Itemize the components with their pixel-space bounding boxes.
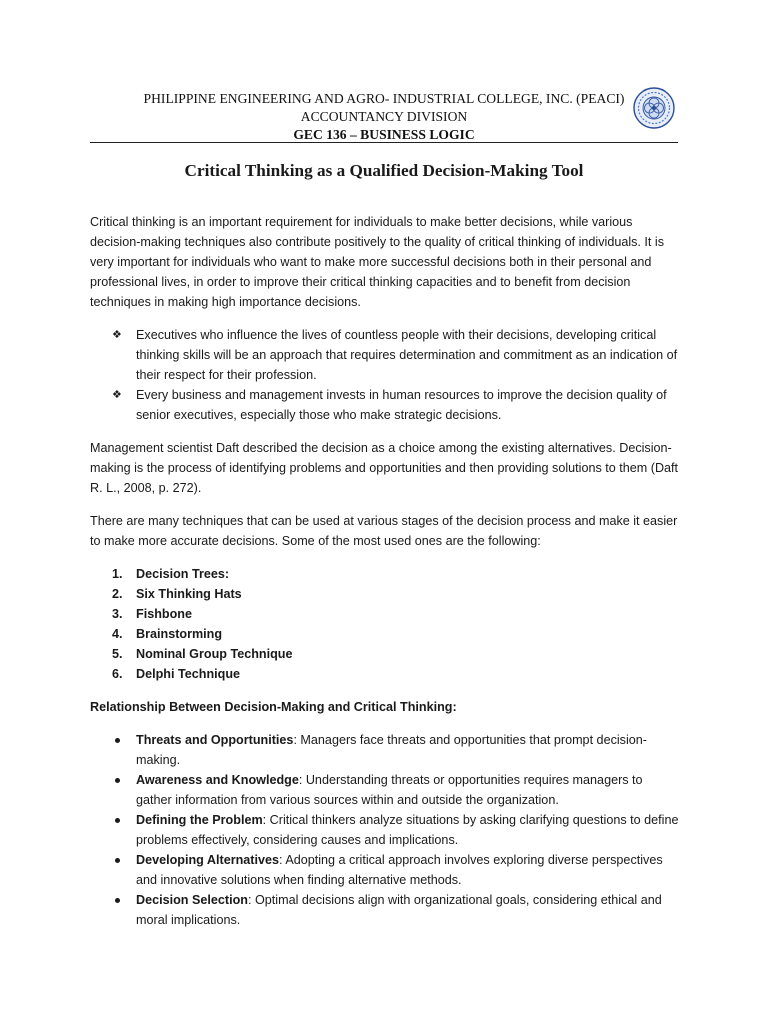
header-divider (90, 142, 678, 143)
item-term: Threats and Opportunities (136, 733, 294, 747)
list-item (90, 644, 680, 664)
document-body (90, 212, 680, 930)
course-code: GEC 136 – BUSINESS LOGIC (293, 127, 475, 142)
item-term: Defining the Problem (136, 813, 263, 827)
technique-label: Delphi Technique (136, 667, 241, 681)
diamond-list (90, 325, 680, 425)
diamond-bullet-icon: ❖ (112, 329, 122, 341)
list-item (90, 850, 680, 890)
list-item (90, 584, 680, 604)
item-text: : Understanding threats or opportunities requires managers to gather information from various sources within and outside the organization. (136, 773, 643, 807)
list-item (90, 730, 680, 770)
daft-paragraph: Management scientist Daft described the decision as a choice among the existing alternatives. Decision-making is the process of identifying problems and opportunities and then providing solutions to them (Daft R. L., 2008, p. 272). (90, 441, 679, 495)
item-text: : Managers face threats and opportunities that prompt decision-making. (136, 733, 647, 767)
list-number: 5. (112, 647, 123, 661)
document-header (90, 90, 678, 144)
diamond-bullet-icon: ❖ (112, 389, 122, 401)
bullet-dot-icon (115, 818, 120, 823)
techniques-intro: There are many techniques that can be used at various stages of the decision process and make it easier to make more accurate decisions. Some of the most used ones are the following: (90, 514, 678, 548)
list-number: 3. (112, 607, 123, 621)
division-name: ACCOUNTANCY DIVISION (300, 109, 468, 124)
list-number: 6. (112, 667, 123, 681)
list-number: 2. (112, 587, 123, 601)
techniques-list (90, 564, 680, 684)
list-item (90, 564, 680, 584)
list-item-text: Every business and management invests in human resources to improve the decision quality of senior executives, especially those who make strategic decisions. (136, 388, 667, 422)
list-item (90, 325, 680, 385)
list-item (90, 385, 680, 425)
technique-label: Brainstorming (136, 627, 223, 641)
list-item-text: Executives who influence the lives of countless people with their decisions, developing critical thinking skills will be an approach that requires determination and commitment as an indication of their respect for their profession. (136, 328, 678, 382)
item-text: : Adopting a critical approach involves exploring diverse perspectives and innovative solutions when finding alternative methods. (136, 853, 663, 887)
relationship-heading: Relationship Between Decision-Making and Critical Thinking: (90, 700, 457, 714)
item-term: Developing Alternatives (136, 853, 280, 867)
item-text: : Optimal decisions align with organizational goals, considering ethical and moral implications. (136, 893, 662, 927)
intro-paragraph: Critical thinking is an important requirement for individuals to make better decisions, while various decision-making techniques also contribute positively to the quality of critical thinking of individuals. It is very important for individuals who want to make more successful decisions both in their personal and professional lives, in order to improve their critical thinking capacities and to benefit from decision techniques in making high importance decisions. (90, 215, 665, 309)
technique-label: Decision Trees: (136, 567, 230, 581)
list-item (90, 604, 680, 624)
list-item (90, 890, 680, 930)
list-item (90, 624, 680, 644)
list-item (90, 770, 680, 810)
item-term: Awareness and Knowledge (136, 773, 299, 787)
bullet-dot-icon (115, 778, 120, 783)
college-seal-icon (633, 87, 675, 129)
bullet-dot-icon (115, 858, 120, 863)
college-name: PHILIPPINE ENGINEERING AND AGRO- INDUSTRIAL COLLEGE, INC. (PEACI) (143, 91, 625, 106)
list-item (90, 664, 680, 684)
relationship-list (90, 730, 680, 930)
technique-label: Six Thinking Hats (136, 587, 242, 601)
bullet-dot-icon (115, 738, 120, 743)
technique-label: Fishbone (136, 607, 192, 621)
item-text: : Critical thinkers analyze situations by asking clarifying questions to define problems effectively, considering causes and implications. (136, 813, 679, 847)
list-item (90, 810, 680, 850)
list-number: 1. (112, 567, 123, 581)
bullet-dot-icon (115, 898, 120, 903)
document-title: Critical Thinking as a Qualified Decision-Making Tool (184, 161, 584, 180)
item-term: Decision Selection (136, 893, 248, 907)
list-number: 4. (112, 627, 123, 641)
technique-label: Nominal Group Technique (136, 647, 293, 661)
